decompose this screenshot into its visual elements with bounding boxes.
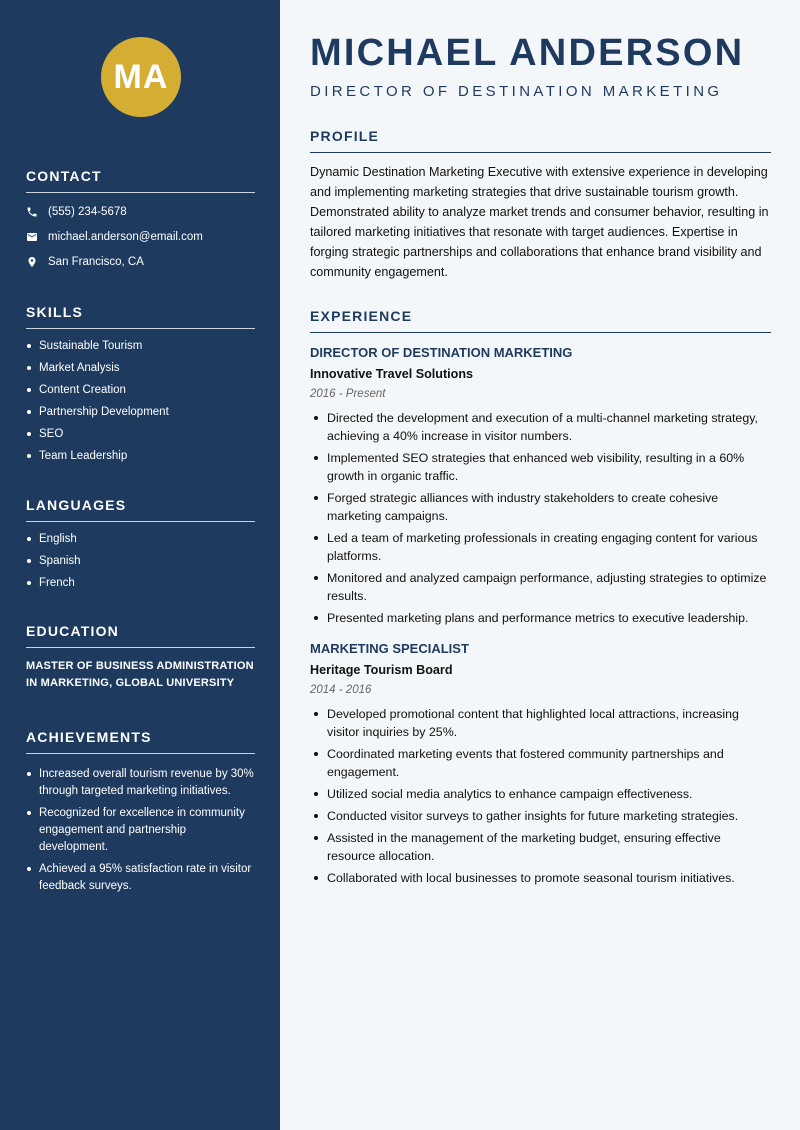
job-bullet: Collaborated with local businesses to promote seasonal tourism initiatives. [310, 869, 771, 887]
education-section [26, 623, 255, 692]
contact-location [26, 255, 255, 269]
language-item: English [26, 532, 255, 546]
language-item: French [26, 576, 255, 590]
skills-heading: SKILLS [26, 304, 255, 329]
education-heading: EDUCATION [26, 623, 255, 648]
job-bullet: Assisted in the management of the marketing budget, ensuring effective resource allocation. [310, 829, 771, 865]
person-name: MICHAEL ANDERSON [310, 32, 745, 74]
email-text: michael.anderson@email.com [48, 231, 203, 243]
company-name: Heritage Tourism Board [310, 663, 453, 677]
achievements-list [26, 766, 255, 895]
experience-section [310, 308, 771, 891]
avatar-initials: MA [101, 37, 181, 117]
job-bullet: Conducted visitor surveys to gather insights for future marketing strategies. [310, 807, 771, 825]
achievement-item: Increased overall tourism revenue by 30% through targeted marketing initiatives. [26, 766, 255, 800]
skill-item: Content Creation [26, 383, 255, 397]
job-bullet: Forged strategic alliances with industry stakeholders to create cohesive marketing campaigns. [310, 489, 771, 525]
job-title: MARKETING SPECIALIST [310, 641, 469, 656]
job-entry [310, 641, 771, 887]
job-entry [310, 345, 771, 627]
achievements-section [26, 729, 255, 900]
achievements-heading: ACHIEVEMENTS [26, 729, 255, 754]
skill-item: Sustainable Tourism [26, 339, 255, 353]
job-bullet: Coordinated marketing events that fostered community partnerships and engagement. [310, 745, 771, 781]
job-bullet: Directed the development and execution of a multi-channel marketing strategy, achieving a 40% increase in visitor numbers. [310, 409, 771, 445]
job-headline: DIRECTOR OF DESTINATION MARKETING [310, 83, 723, 100]
education-degree: MASTER OF BUSINESS ADMINISTRATION IN MARKETING, GLOBAL UNIVERSITY [26, 660, 254, 689]
job-bullets [310, 409, 771, 627]
achievement-item: Recognized for excellence in community engagement and partnership development. [26, 805, 255, 856]
language-item: Spanish [26, 554, 255, 568]
company-name: Innovative Travel Solutions [310, 367, 474, 381]
job-bullet: Developed promotional content that highlighted local attractions, increasing visitor inquiries by 25%. [310, 705, 771, 741]
phone-text: (555) 234-5678 [48, 206, 127, 218]
languages-list [26, 532, 255, 590]
achievement-item: Achieved a 95% satisfaction rate in visitor feedback surveys. [26, 861, 255, 895]
contact-section [26, 168, 255, 269]
job-title: DIRECTOR OF DESTINATION MARKETING [310, 345, 573, 360]
job-bullet: Led a team of marketing professionals in creating engaging content for various platforms. [310, 529, 771, 565]
contact-email [26, 230, 255, 244]
languages-section [26, 497, 255, 598]
languages-heading: LANGUAGES [26, 497, 255, 522]
job-bullet: Presented marketing plans and performance metrics to executive leadership. [310, 609, 771, 627]
profile-section [310, 128, 771, 282]
job-bullet: Utilized social media analytics to enhance campaign effectiveness. [310, 785, 771, 803]
contact-heading: CONTACT [26, 168, 255, 193]
contact-phone [26, 205, 255, 219]
skill-item: SEO [26, 427, 255, 441]
job-bullet: Implemented SEO strategies that enhanced web visibility, resulting in a 60% growth in organic traffic. [310, 449, 771, 485]
phone-icon [26, 206, 38, 218]
skills-list [26, 339, 255, 463]
experience-heading: EXPERIENCE [310, 308, 771, 333]
skill-item: Market Analysis [26, 361, 255, 375]
skill-item: Partnership Development [26, 405, 255, 419]
job-bullet: Monitored and analyzed campaign performance, adjusting strategies to optimize results. [310, 569, 771, 605]
skills-section [26, 304, 255, 471]
job-bullets [310, 705, 771, 887]
skill-item: Team Leadership [26, 449, 255, 463]
profile-text: Dynamic Destination Marketing Executive with extensive experience in developing and implementing marketing strategies that drive sustainable tourism growth. Demonstrated ability to analyze market trends and consumer behavior, resulting in tailored marketing initiatives that resonate with target audiences. Expertise in forging strategic partnerships and collaborations that enhance brand visibility and community engagement. [310, 165, 769, 279]
sidebar [0, 0, 280, 1130]
job-dates: 2014 - 2016 [310, 684, 372, 696]
location-pin-icon [26, 256, 38, 268]
email-icon [26, 231, 38, 243]
job-dates: 2016 - Present [310, 388, 386, 400]
location-text: San Francisco, CA [48, 256, 144, 268]
profile-heading: PROFILE [310, 128, 771, 153]
